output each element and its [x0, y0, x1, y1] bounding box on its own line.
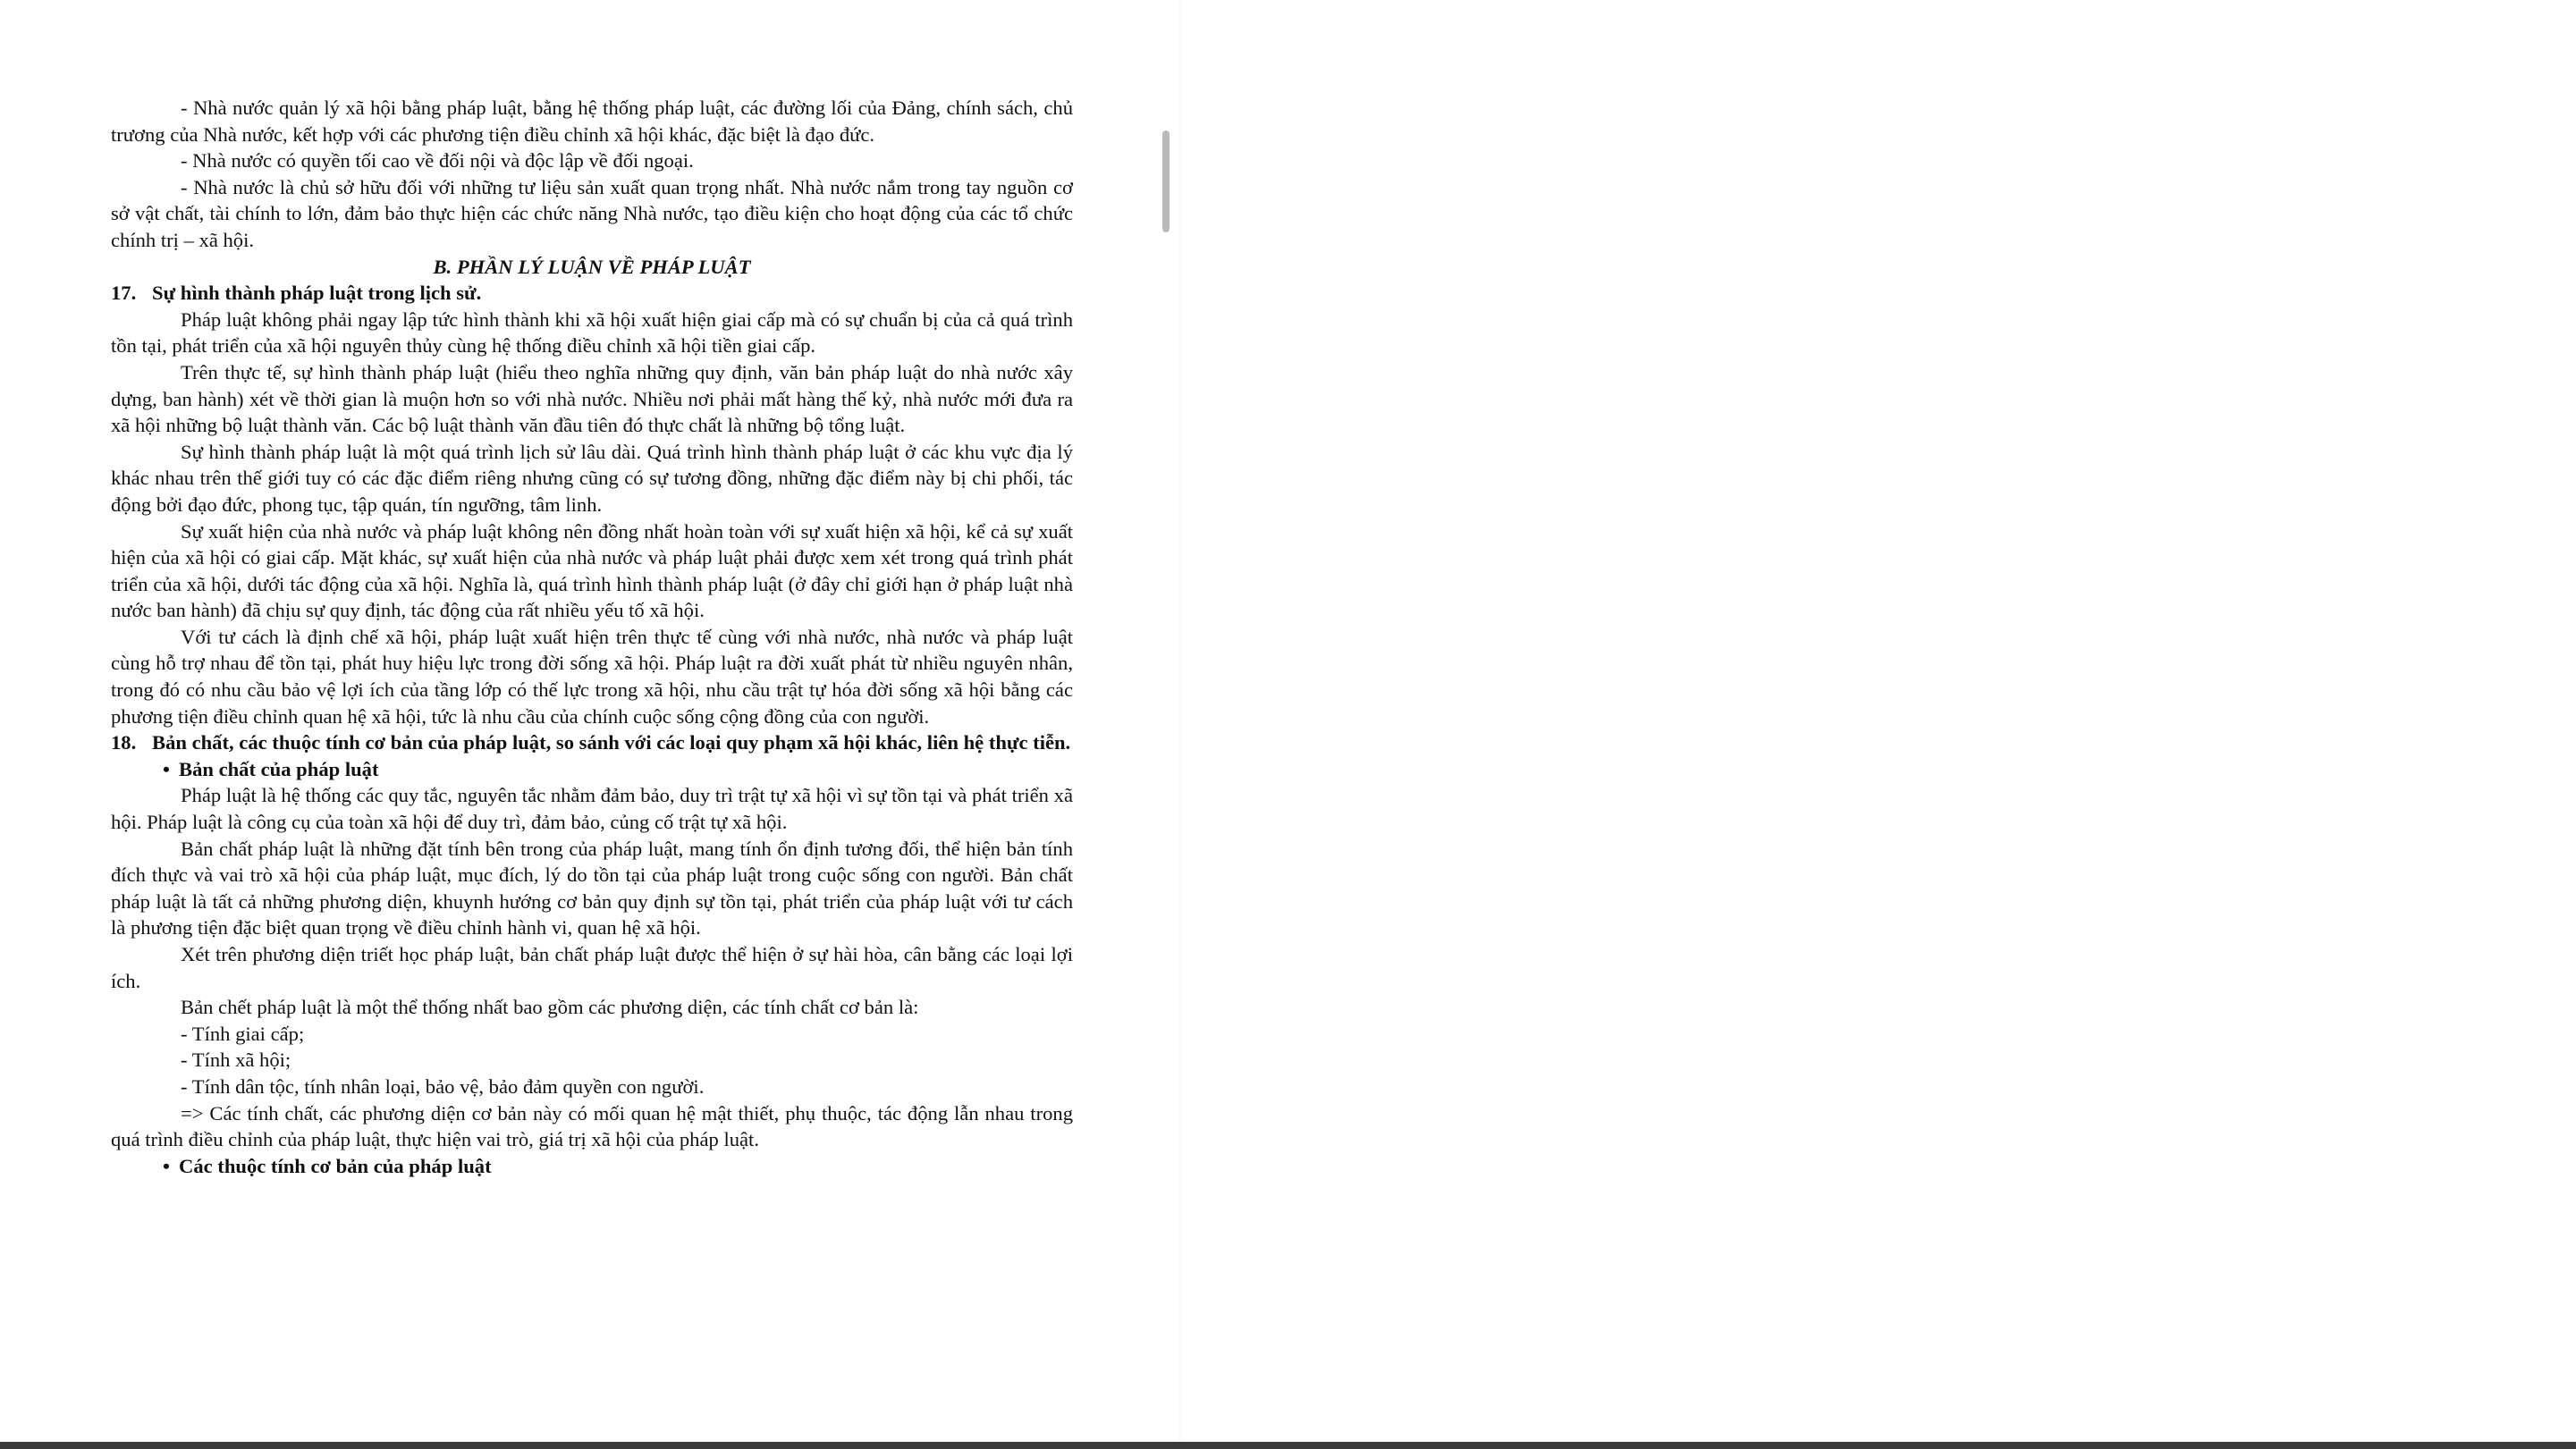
- section-title: B. PHẦN LÝ LUẬN VỀ PHÁP LUẬT: [433, 255, 751, 278]
- body-paragraph: Pháp luật là hệ thống các quy tắc, nguyên tắc nhằm đảm bảo, duy trì trật tự xã hội vì sự tồn tại và phát triển xã hội. Pháp luật là công cụ của toàn xã hội để duy trì, đảm bảo, củng cố trật tự xã hội.: [111, 784, 1073, 834]
- body-paragraph: - Nhà nước có quyền tối cao về đối nội và độc lập về đối ngoại.: [181, 149, 694, 173]
- document-page: [0, 0, 1178, 1449]
- body-paragraph: => Các tính chất, các phương diện cơ bản này có mối quan hệ mật thiết, phụ thuộc, tác động lẫn nhau trong quá trình điều chỉnh của pháp luật, thực hiện vai trò, giá trị xã hội của pháp luật.: [111, 1101, 1073, 1151]
- question-heading: [111, 280, 1073, 307]
- vertical-scrollbar-thumb[interactable]: [1162, 131, 1170, 232]
- bullet-subheading: [111, 756, 1073, 783]
- body-paragraph: Bản chất pháp luật là những đặt tính bên trong của pháp luật, mang tính ổn định tương đối, thể hiện bản tính đích thực và vai trò xã hội của pháp luật, mục đích, lý do tồn tại của pháp luật trong cuộc sống con người. Bản chất pháp luật là tất cả những phương diện, khuynh hướng cơ bản quy định sự tồn tại, phát triển của pháp luật với tư cách là phương tiện đặc biệt quan trọng về điều chỉnh hành vi, quan hệ xã hội.: [111, 837, 1073, 939]
- list-item: - Tính xã hội;: [181, 1049, 291, 1072]
- bullet-text: Các thuộc tính cơ bản của pháp luật: [179, 1154, 492, 1177]
- bullet-subheading: [111, 1153, 1073, 1180]
- body-paragraph: Sự hình thành pháp luật là một quá trình lịch sử lâu dài. Quá trình hình thành pháp luật ở các khu vực địa lý khác nhau trên thế giới tuy có các đặc điểm riêng nhưng cũng có sự tương đồng, những đặc điểm này bị chi phối, tác động bởi đạo đức, phong tục, tập quán, tín ngưỡng, tâm linh.: [111, 440, 1073, 516]
- body-paragraph: Xét trên phương diện triết học pháp luật, bản chất pháp luật được thể hiện ở sự hài hòa, cân bằng các loại lợi ích.: [111, 943, 1073, 992]
- bullet-dot-icon: •: [163, 1154, 170, 1177]
- bullet-dot-icon: •: [163, 757, 170, 780]
- question-title: Bản chất, các thuộc tính cơ bản của pháp luật, so sánh với các loại quy phạm xã hội khác, liên hệ thực tiễn.: [152, 731, 1071, 754]
- question-heading: [111, 729, 1073, 756]
- question-title: Sự hình thành pháp luật trong lịch sử.: [152, 282, 482, 305]
- body-paragraph: Với tư cách là định chế xã hội, pháp luật xuất hiện trên thực tế cùng với nhà nước, nhà nước và pháp luật cùng hỗ trợ nhau để tồn tại, phát huy hiệu lực trong đời sống xã hội. Pháp luật ra đời xuất phát từ nhiều nguyên nhân, trong đó có nhu cầu bảo vệ lợi ích của tầng lớp có thế lực trong xã hội, nhu cầu trật tự hóa đời sống xã hội bằng các phương tiện điều chỉnh quan hệ xã hội, tức là nhu cầu của chính cuộc sống cộng đồng của con người.: [111, 625, 1073, 728]
- bullet-text: Bản chất của pháp luật: [179, 757, 379, 780]
- list-item: - Tính dân tộc, tính nhân loại, bảo vệ, bảo đảm quyền con người.: [181, 1074, 705, 1098]
- body-paragraph: - Nhà nước là chủ sở hữu đối với những tư liệu sản xuất quan trọng nhất. Nhà nước nắm trong tay nguồn cơ sở vật chất, tài chính to lớn, đảm bảo thực hiện các chức năng Nhà nước, tạo điều kiện cho hoạt động của các tổ chức chính trị – xã hội.: [111, 175, 1073, 251]
- body-paragraph: Trên thực tế, sự hình thành pháp luật (hiểu theo nghĩa những quy định, văn bản pháp luật do nhà nước xây dựng, ban hành) xét về thời gian là muộn hơn so với nhà nước. Nhiều nơi phải mất hàng thế kỷ, nhà nước mới đưa ra xã hội những bộ luật thành văn. Các bộ luật thành văn đầu tiên đó thực chất là những bộ tổng luật.: [111, 360, 1073, 437]
- question-number: 18.: [111, 731, 137, 754]
- body-paragraph: Pháp luật không phải ngay lập tức hình thành khi xã hội xuất hiện giai cấp mà có sự chuẩn bị của cả quá trình tồn tại, phát triển của xã hội nguyên thủy cùng hệ thống điều chỉnh xã hội tiền giai cấp.: [111, 307, 1073, 358]
- body-paragraph: Bản chết pháp luật là một thể thống nhất bao gồm các phương diện, các tính chất cơ bản là:: [181, 996, 919, 1019]
- bottom-edge-bar: [0, 1442, 2576, 1449]
- list-item: - Tính giai cấp;: [181, 1022, 305, 1045]
- body-paragraph: - Nhà nước quản lý xã hội bằng pháp luật, bằng hệ thống pháp luật, các đường lối của Đảng, chính sách, chủ trương của Nhà nước, kết hợp với các phương tiện điều chỉnh xã hội khác, đặc biệt là đạo đức.: [111, 97, 1073, 146]
- body-paragraph: Sự xuất hiện của nhà nước và pháp luật không nên đồng nhất hoàn toàn với sự xuất hiện xã hội, kể cả sự xuất hiện của xã hội có giai cấp. Mặt khác, sự xuất hiện của nhà nước và pháp luật phải được xem xét trong quá trình phát triển của xã hội, dưới tác động của xã hội. Nghĩa là, quá trình hình thành pháp luật (ở đây chỉ giới hạn ở pháp luật nhà nước ban hành) đã chịu sự quy định, tác động của rất nhiều yếu tố xã hội.: [111, 519, 1073, 622]
- page-content: [111, 95, 1073, 1179]
- question-number: 17.: [111, 282, 137, 305]
